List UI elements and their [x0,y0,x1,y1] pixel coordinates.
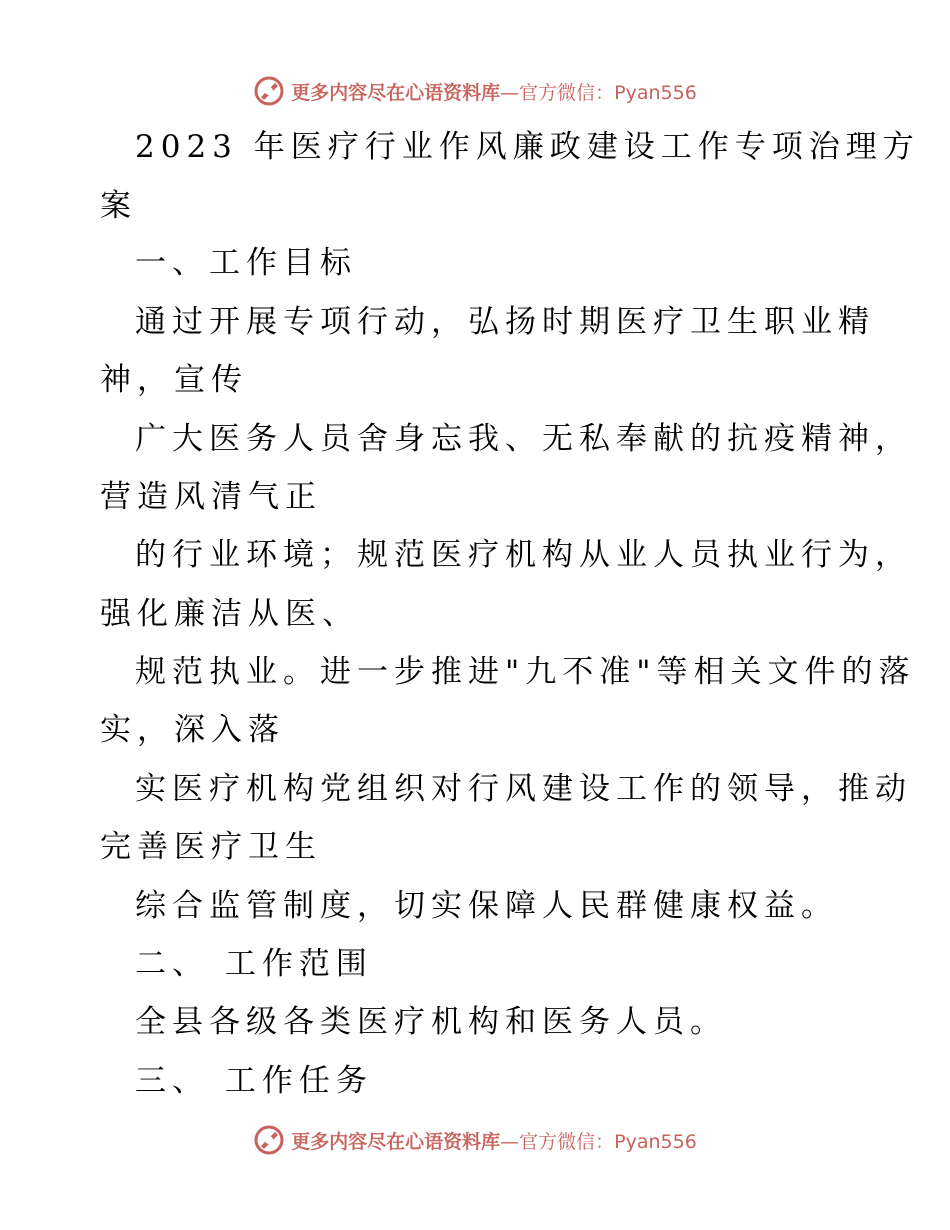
watermark-logo-icon [253,75,285,107]
paragraph-line: 的行业环境；规范医疗机构从业人员执业行为， [135,537,912,573]
document-title-line-1: 2023 年医疗行业作风廉政建设工作专项治理方 [135,129,920,165]
section-heading-3: 三、 工作任务 [135,1063,373,1099]
watermark-brand-text: 更多内容尽在心语资料库 [291,1130,501,1153]
paragraph-line: 规范执业。进一步推进"九不准"等相关文件的落 [135,654,916,690]
watermark-logo-icon [253,1124,285,1156]
section-heading-1: 一、工作目标 [135,245,357,281]
paragraph-line: 综合监管制度，切实保障人民群健康权益。 [135,888,838,924]
paragraph-line: 全县各级各类医疗机构和医务人员。 [135,1004,727,1040]
paragraph-line: 神，宣传 [100,362,248,398]
header-watermark [0,73,950,109]
paragraph-line: 广大医务人员舍身忘我、无私奉献的抗疫精神， [135,421,912,457]
footer-watermark [0,1122,950,1158]
paragraph-line: 通过开展专项行动，弘扬时期医疗卫生职业精 [135,304,875,340]
paragraph-line: 实医疗机构党组织对行风建设工作的领导，推动 [135,771,912,807]
document-title-line-2: 案 [100,188,137,224]
paragraph-line: 营造风清气正 [100,479,322,515]
paragraph-line: 强化廉洁从医、 [100,596,359,632]
watermark-contact-text: —官方微信：Pyan556 [500,81,697,104]
watermark-brand-text: 更多内容尽在心语资料库 [291,81,501,104]
paragraph-line: 完善医疗卫生 [100,829,322,865]
watermark-contact-text: —官方微信：Pyan556 [500,1130,697,1153]
section-heading-2: 二、 工作范围 [135,946,373,982]
paragraph-line: 实，深入落 [100,712,285,748]
